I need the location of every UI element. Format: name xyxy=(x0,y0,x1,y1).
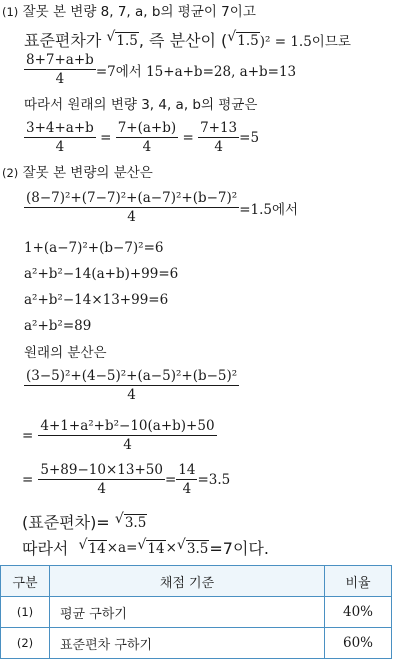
sqrt-sd: √ 3.5 xyxy=(114,511,147,531)
frac-num: 5+89−10×13+50 xyxy=(40,462,163,478)
header-criteria: 채점 기준 xyxy=(50,566,325,597)
frac-den: 4 xyxy=(182,481,192,497)
row1-criteria: 평균 구하기 xyxy=(50,597,325,628)
part1-line2-a: 표준편차가 xyxy=(24,31,102,50)
frac-den: 4 xyxy=(123,437,132,453)
frac-num: 7+13 xyxy=(200,120,238,136)
part1-marker: (1) xyxy=(2,5,19,19)
row2-category: (2) xyxy=(1,628,50,659)
final-e: × xyxy=(165,539,177,556)
final-c: ×a= xyxy=(106,539,138,556)
row1-ratio: 40% xyxy=(325,597,392,628)
final-g: =7이다. xyxy=(209,539,269,558)
table-row xyxy=(1,597,392,628)
fraction-var-orig-3 xyxy=(38,462,165,497)
scoring-table xyxy=(0,565,392,659)
header-category: 구분 xyxy=(1,566,50,597)
part1-result: =5 xyxy=(239,129,260,146)
part1-line2 xyxy=(24,28,351,51)
eq3: a²+b²−14×13+99=6 xyxy=(24,292,169,308)
row1-category: (1) xyxy=(1,597,50,628)
part2-marker: (2) xyxy=(2,166,19,180)
fraction-var-orig-2 xyxy=(38,418,216,453)
frac-num: 4+1+a²+b²−10(a+b)+50 xyxy=(40,418,215,434)
orig-var-step2 xyxy=(22,418,217,453)
part2-line1 xyxy=(2,165,153,181)
frac-den: 4 xyxy=(214,139,223,155)
sqrt-14b-value: 14 xyxy=(147,541,165,557)
header-ratio: 비율 xyxy=(325,566,392,597)
frac-den: 4 xyxy=(127,209,136,225)
part1-line2-e: )² = 1.5이므로 xyxy=(259,33,351,50)
part1-line5: $\frac{3+4+a+b}{4}$ = $\frac{7+(a+b)}{4}$ = $\frac{7+13}{4}$ =5 xyxy=(26,120,260,155)
orig-var-step3 xyxy=(22,462,230,497)
frac-num: (8−7)²+(7−7)²+(a−7)²+(b−7)² xyxy=(26,190,238,206)
part1-line2-c: , 즉 분산이 ( xyxy=(138,31,228,50)
part1-line1 xyxy=(2,4,256,20)
part2-var-rest: =1.5에서 xyxy=(239,201,299,218)
sqrt-2: √ 1.5 xyxy=(227,29,259,49)
fraction-mean-orig xyxy=(24,120,96,155)
eq1: 1+(a−7)²+(b−7)²=6 xyxy=(24,240,164,256)
fraction-var-orig xyxy=(24,368,239,403)
sqrt-1-value: 1.5 xyxy=(116,33,138,49)
fraction-mean-orig-3 xyxy=(198,120,239,155)
equal-sign: = xyxy=(22,471,34,488)
sqrt-2-value: 1.5 xyxy=(237,33,259,49)
frac-den: 4 xyxy=(127,387,136,403)
frac-den: 4 xyxy=(142,139,152,155)
frac-num: 7+(a+b) xyxy=(117,120,177,136)
sqrt-14b: √ 14 xyxy=(137,537,165,557)
part1-line1-text: 잘못 본 변량 8, 7, a, b의 평균이 7이고 xyxy=(22,4,256,20)
sqrt-1: √ 1.5 xyxy=(106,29,138,49)
part2-var-wrong xyxy=(24,190,298,225)
frac-den: 4 xyxy=(97,481,106,497)
fraction-mean-wrong xyxy=(24,52,96,87)
sd-label: (표준편차)= xyxy=(22,513,110,532)
row2-ratio: 60% xyxy=(325,628,392,659)
sd-line xyxy=(22,510,147,533)
part1-line3-rest: =7에서 15+a+b=28, a+b=13 xyxy=(95,63,297,80)
part1-line4: 따라서 원래의 변량 3, 4, a, b의 평균은 xyxy=(24,97,258,113)
sqrt-35: √ 3.5 xyxy=(176,537,209,557)
eq2: a²+b²−14(a+b)+99=6 xyxy=(24,266,179,282)
sqrt-35-value: 3.5 xyxy=(186,541,209,557)
orig-var-label: 원래의 분산은 xyxy=(24,345,107,361)
frac-den: 4 xyxy=(55,139,65,155)
equal-sign: = xyxy=(22,427,34,444)
fraction-var-wrong xyxy=(24,190,239,225)
part2-result: =3.5 xyxy=(197,471,231,488)
table-row xyxy=(1,628,392,659)
frac-num: 8+7+a+b xyxy=(26,52,94,68)
fraction-mean-orig-2 xyxy=(116,120,178,155)
fraction-var-orig-4 xyxy=(176,462,197,497)
final-line xyxy=(22,536,269,559)
eq4: a²+b²=89 xyxy=(24,318,92,334)
frac-num: 14 xyxy=(178,462,196,478)
sqrt-14a: √ 14 xyxy=(78,537,106,557)
sqrt-14a-value: 14 xyxy=(88,541,106,557)
table-header-row xyxy=(1,566,392,597)
orig-var-frac-row xyxy=(24,368,239,403)
part2-line1-text: 잘못 본 변량의 분산은 xyxy=(22,165,153,181)
frac-num: 3+4+a+b xyxy=(26,120,94,136)
row2-criteria: 표준편차 구하기 xyxy=(50,628,325,659)
sqrt-sd-value: 3.5 xyxy=(124,515,147,531)
part1-line3 xyxy=(24,52,296,87)
frac-num: (3−5)²+(4−5)²+(a−5)²+(b−5)² xyxy=(26,368,238,384)
final-a: 따라서 xyxy=(22,539,69,558)
frac-den: 4 xyxy=(55,71,65,87)
equal-sign: = xyxy=(164,471,177,488)
